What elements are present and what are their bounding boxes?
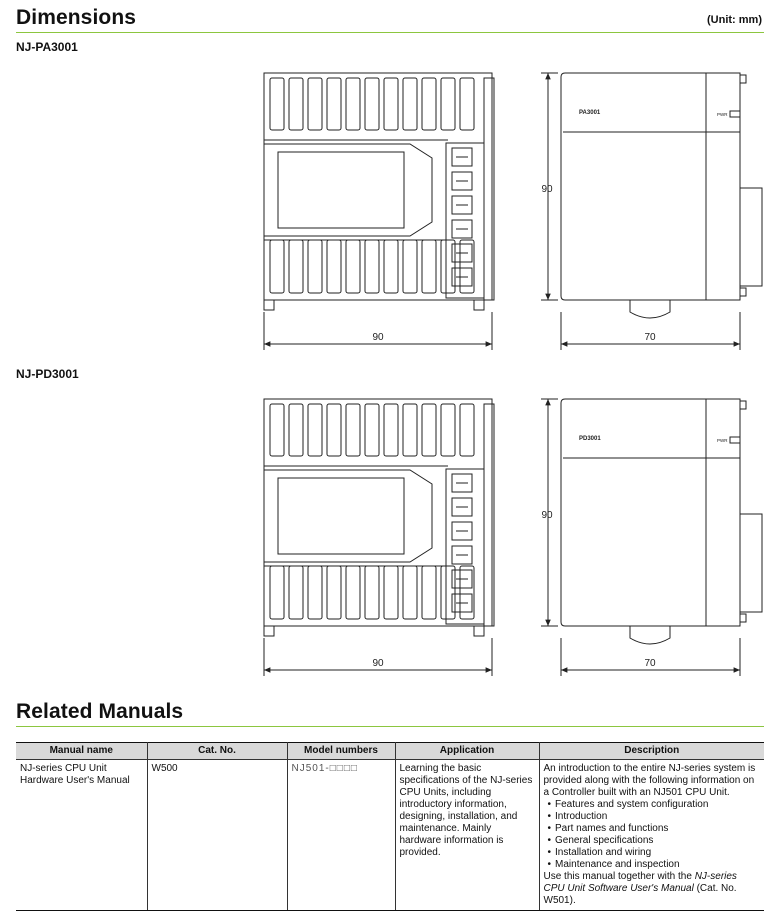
dimension-arrow xyxy=(264,667,270,673)
front-foot xyxy=(474,626,484,636)
description-list xyxy=(544,799,761,871)
vent-slot xyxy=(270,404,284,456)
column-header: Model numbers xyxy=(287,743,395,760)
dimension-arrow xyxy=(545,73,551,79)
vent-slot xyxy=(384,566,398,619)
vent-slot xyxy=(308,566,322,619)
related-manuals-rule xyxy=(16,726,764,727)
vent-slot xyxy=(403,566,417,619)
table-header-row xyxy=(16,743,764,760)
usage-suffix: (Cat. No. W501). xyxy=(543,883,737,906)
model-name: NJ-PD3001 xyxy=(16,367,79,381)
vent-slot xyxy=(308,78,322,130)
table-row xyxy=(16,760,764,911)
front-view-body xyxy=(264,73,492,300)
vent-slot xyxy=(365,240,379,293)
height-dimension-label: 90 xyxy=(541,510,553,521)
model-label-text: PA3001 xyxy=(579,110,601,116)
vent-slot xyxy=(384,78,398,130)
side-clip xyxy=(740,75,746,83)
side-view-body xyxy=(561,399,740,626)
column-header: Application xyxy=(395,743,539,760)
vent-slot xyxy=(365,566,379,619)
front-panel xyxy=(264,144,432,236)
list-item: • Installation and wiring xyxy=(548,847,761,859)
vent-slot xyxy=(422,404,436,456)
vent-slot xyxy=(441,78,455,130)
pwr-label-text: PWR xyxy=(717,112,728,117)
dimension-arrow xyxy=(545,294,551,300)
description-usage xyxy=(544,871,761,907)
side-clip xyxy=(740,614,746,622)
depth-dimension-label: 70 xyxy=(644,658,656,669)
vent-slot xyxy=(460,78,474,130)
vent-slot xyxy=(441,240,455,293)
width-dimension-label: 90 xyxy=(372,332,384,343)
din-latch xyxy=(630,300,670,318)
vent-slot xyxy=(270,240,284,293)
vent-slot xyxy=(289,240,303,293)
front-foot xyxy=(264,626,274,636)
model-numbers-text: NJ501-□□□□ xyxy=(291,763,358,774)
front-window xyxy=(278,478,404,554)
vent-slot xyxy=(327,566,341,619)
usage-manual-title: NJ-series CPU Unit Software User's Manual xyxy=(543,871,737,894)
front-window xyxy=(278,152,404,228)
vent-slot xyxy=(346,404,360,456)
dimension-arrow xyxy=(561,667,567,673)
din-rail-bracket xyxy=(740,188,762,286)
din-rail-bracket xyxy=(740,514,762,612)
manual-name-cell: NJ-series CPU Unit Hardware User's Manual xyxy=(16,760,147,911)
width-dimension-label: 90 xyxy=(372,658,384,669)
vent-slot xyxy=(384,404,398,456)
front-panel xyxy=(264,470,432,562)
power-supply-drawing xyxy=(0,326,780,686)
vent-slot xyxy=(289,404,303,456)
application-cell: Learning the basic specifications of the NJ-series CPU Units, including introductory information, designing, installation, and maintenance. Mainly hardware information is provided. xyxy=(395,760,539,911)
column-header: Description xyxy=(539,743,764,760)
list-item: • General specifications xyxy=(548,835,761,847)
list-item: • Introduction xyxy=(548,811,761,823)
vent-slot xyxy=(384,240,398,293)
side-clip xyxy=(740,401,746,409)
pwr-indicator xyxy=(730,111,740,117)
vent-slot xyxy=(365,404,379,456)
vent-slot xyxy=(365,78,379,130)
dimension-arrow xyxy=(486,667,492,673)
model-numbers-cell xyxy=(287,760,395,911)
vent-slot xyxy=(327,78,341,130)
model-name: NJ-PA3001 xyxy=(16,40,78,54)
vent-slot xyxy=(441,404,455,456)
pwr-label-text: PWR xyxy=(717,438,728,443)
vent-slot xyxy=(346,240,360,293)
vent-slot xyxy=(422,78,436,130)
vent-slot xyxy=(270,566,284,619)
vent-slot xyxy=(422,240,436,293)
vent-slot xyxy=(403,78,417,130)
front-foot xyxy=(264,300,274,310)
vent-slot xyxy=(403,404,417,456)
vent-slot xyxy=(422,566,436,619)
power-supply-drawing xyxy=(0,0,780,360)
related-manuals-title: Related Manuals xyxy=(16,700,184,723)
vent-slot xyxy=(441,566,455,619)
vent-slot xyxy=(327,240,341,293)
vent-slot xyxy=(403,240,417,293)
related-manuals-table xyxy=(16,742,764,911)
cat-no-cell: W500 xyxy=(147,760,287,911)
usage-prefix: Use this manual together with the xyxy=(543,871,695,882)
model-label-text: PD3001 xyxy=(579,436,601,442)
din-latch xyxy=(630,626,670,644)
vent-slot xyxy=(346,78,360,130)
list-item: • Maintenance and inspection xyxy=(548,859,761,871)
dimension-arrow xyxy=(545,399,551,405)
height-dimension-label: 90 xyxy=(541,184,553,195)
dimension-arrow xyxy=(734,667,740,673)
dimension-arrow xyxy=(545,620,551,626)
pwr-indicator xyxy=(730,437,740,443)
vent-slot xyxy=(289,566,303,619)
depth-dimension-label: 70 xyxy=(644,332,656,343)
description-cell xyxy=(539,760,764,911)
column-header: Cat. No. xyxy=(147,743,287,760)
vent-slot xyxy=(346,566,360,619)
vent-slot xyxy=(327,404,341,456)
side-clip xyxy=(740,288,746,296)
front-view-body xyxy=(264,399,492,626)
list-item: • Features and system configuration xyxy=(548,799,761,811)
list-item: • Part names and functions xyxy=(548,823,761,835)
dimensions-title: Dimensions xyxy=(16,6,137,29)
column-header: Manual name xyxy=(16,743,147,760)
unit-label: (Unit: mm) xyxy=(707,14,762,26)
front-foot xyxy=(474,300,484,310)
vent-slot xyxy=(308,240,322,293)
vent-slot xyxy=(270,78,284,130)
vent-slot xyxy=(308,404,322,456)
side-view-body xyxy=(561,73,740,300)
description-intro: An introduction to the entire NJ-series system is provided along with the following information on a Controller built with an NJ501 CPU Unit. xyxy=(543,763,756,798)
vent-slot xyxy=(460,404,474,456)
vent-slot xyxy=(289,78,303,130)
